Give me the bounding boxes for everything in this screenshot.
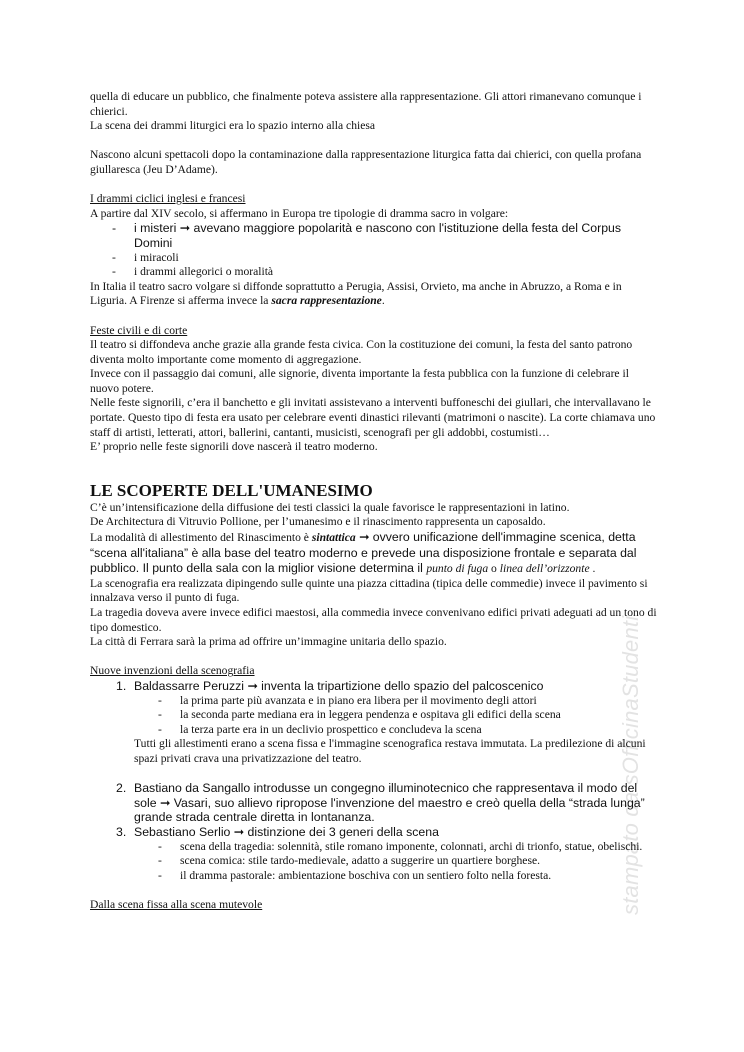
drama-type-list — [90, 221, 660, 279]
paragraph: A partire dal XIV secolo, si affermano in Europa tre tipologie di dramma sacro in volgare: — [90, 206, 509, 220]
list-item: 3. Sebastiano Serlio ➞ distinzione dei 3 generi della scena - scena della tragedia: solennità, stile romano imponente, colonnati, archi di trionfo, statue, obelischi. - scena comica: stile tardo-medievale, adatto a suggerire un quartiere borghese. - il dramma pastorale: ambientazione boschiva con un sentiero folto nella foresta. — [90, 825, 660, 883]
list-item: - il dramma pastorale: ambientazione boschiva con un sentiero folto nella foresta. — [134, 869, 660, 884]
list-item: 2. Bastiano da Sangallo introdusse un congegno illuminotecnico che rappresentava il modo del sole ➞ Vasari, suo allievo ripropose l'invenzione del maestro e creò quella della “strada lunga” grande strada centrale diretta in lontananza. — [116, 781, 645, 825]
emphasis: sacra rappresentazione — [271, 294, 382, 308]
list-item: - i miracoli — [90, 251, 660, 266]
document-page — [90, 90, 660, 912]
paragraph: C’è un’intensificazione della diffusione dei testi classici la quale favorisce le rappresentazioni in latino. — [90, 500, 570, 514]
sub-list — [134, 840, 660, 884]
paragraph: La modalità di allestimento del Rinascimento è sintattica ➞ ovvero unificazione dell'immagine scenica, detta “scena all'italiana” è alla base del teatro moderno e prevede una disposizione frontale e separata dal pubblico. Il punto della sala con la miglior visione determina il punto di fuga o linea dell’orizzonte . — [90, 530, 637, 576]
section-heading-scena: Dalla scena fissa alla scena mutevole — [90, 897, 263, 911]
watermark: stampato da sOfficinaStudenti — [618, 615, 643, 915]
list-item: - la terza parte era in un declivio prospettico e concludeva la scena — [134, 723, 660, 738]
paragraph: Invece con il passaggio dai comuni, alle signorie, diventa importante la festa pubblica con la funzione di celebrare il nuovo potere. — [90, 367, 629, 395]
section-heading-cicli: I drammi ciclici inglesi e francesi — [90, 192, 246, 206]
paragraph: Tutti gli allestimenti erano a scena fissa e l'immagine scenografica restava immutata. La predilezione di alcuni spazi privati crava una privatizzazione del teatro. — [134, 737, 646, 765]
emphasis: sintattica — [311, 531, 356, 545]
sub-list — [134, 694, 660, 738]
paragraph: Nascono alcuni spettacoli dopo la contaminazione dalla rappresentazione liturgica fatta dai chierici, con quella profana giullaresca (Jeu D’Adame). — [90, 148, 642, 176]
invention-list — [90, 679, 660, 883]
paragraph: La tragedia doveva avere invece edifici maestosi, alla commedia invece convenivano edifici privati adeguati ad un tono di tipo domestico. — [90, 606, 657, 634]
paragraph: In Italia il teatro sacro volgare si diffonde soprattutto a Perugia, Assisi, Orvieto, ma anche in Abruzzo, a Roma e in Liguria. A Firenze si afferma invece la sacra rappresentazione. — [90, 279, 622, 308]
list-item: - scena della tragedia: solennità, stile romano imponente, colonnati, archi di trionfo, statue, obelischi. — [134, 840, 660, 855]
paragraph: De Architectura di Vitruvio Pollione, per l’umanesimo e il rinascimento rappresenta un caposaldo. — [90, 515, 546, 529]
paragraph: Nelle feste signorili, c’era il banchetto e gli invitati assistevano a interventi buffoneschi dei giullari, che intervallavano le portate. Questo tipo di festa era usato per celebrare eventi dinastici rilevanti (matrimoni o nascite). La corte chiamava uno staff di artisti, letterati, attori, ballerini, cantanti, musicisti, scenografi per gli addobbi, costumisti… — [90, 396, 656, 439]
list-item: 1. Baldassarre Peruzzi ➞ inventa la tripartizione dello spazio del palcoscenico - la prima parte più avanzata e in piano era libera per il movimento degli attori - la seconda parte mediana era in leggera pendenza e ospitava gli edifici della scena - la terza parte era in un declivio prospettico e concludeva la scena Tutti gli allestimenti erano a scena fissa e l'immagine scenografica restava immutata. La predilezione di alcuni spazi privati crava una privatizzazione del teatro. — [90, 679, 660, 767]
paragraph: La città di Ferrara sarà la prima ad offrire un’immagine unitaria dello spazio. — [90, 635, 447, 649]
list-item: - scena comica: stile tardo-medievale, adatto a suggerire un quartiere borghese. — [134, 854, 660, 869]
paragraph: quella di educare un pubblico, che finalmente poteva assistere alla rappresentazione. Gli attori rimanevano comunque i chierici. — [90, 90, 642, 118]
paragraph: La scenografia era realizzata dipingendo sulle quinte una piazza cittadina (tipica delle commedie) invece il pavimento si innalzava verso il punto di fuga. — [90, 576, 648, 605]
chapter-title: LE SCOPERTE DELL'UMANESIMO — [90, 480, 373, 500]
list-item: - i misteri ➞ avevano maggiore popolarità e nascono con l'istituzione della festa del Corpus Domini — [90, 221, 660, 250]
list-item: - i drammi allegorici o moralità — [90, 265, 660, 280]
list-item: - la seconda parte mediana era in leggera pendenza e ospitava gli edifici della scena — [134, 708, 660, 723]
paragraph: La scena dei drammi liturgici era lo spazio interno alla chiesa — [90, 119, 376, 133]
section-heading-invenzioni: Nuove invenzioni della scenografia — [90, 664, 255, 678]
section-heading-feste: Feste civili e di corte — [90, 323, 188, 337]
paragraph: E’ proprio nelle feste signorili dove nascerà il teatro moderno. — [90, 440, 378, 454]
list-item: - la prima parte più avanzata e in piano era libera per il movimento degli attori — [134, 694, 660, 709]
paragraph: Il teatro si diffondeva anche grazie alla grande festa civica. Con la costituzione dei comuni, la festa del santo patrono diventa molto importante come momento di aggregazione. — [90, 338, 633, 366]
